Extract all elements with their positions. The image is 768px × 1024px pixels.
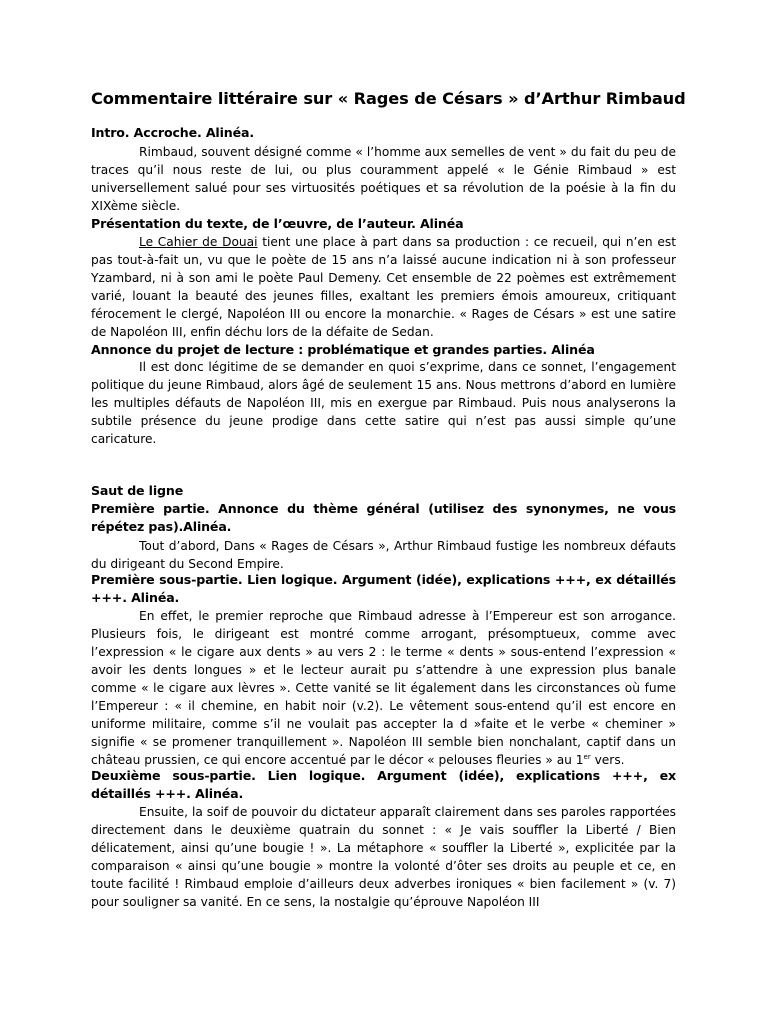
- souspartie1-body: En effet, le premier reproche que Rimbaud adresse à l’Empereur est son arrogance. Plusieurs fois, le dirigeant est montré comme arrogant, présomptueux, comme avec l’expression « le cigare aux dents » au vers 2 : le terme « dents » sous-entend l’expression « avoir les dents longues » et le lecteur aurait pu s’attendre à une expression plus banale comme « le cigare aux lèvres ». Cette vanité se lit également dans les circonstances où fume l’Empereur : « il chemine, en habit noir (v.2). Le vêtement sous-entend qu’il est encore en uniforme militaire, comme s’il ne voulait pas accepter la d »faite et le verbe « cheminer » signifie « se promener tranquillement ». Napoléon III semble bien nonchalant, captif dans un château prussien, ce qui encore accentué par le décor « pelouses fleuries » au 1: [91, 609, 676, 767]
- book-title: Le Cahier de Douai: [139, 235, 258, 249]
- ordinal-superscript: er: [583, 752, 591, 761]
- partie1-paragraph: [91, 537, 676, 573]
- annonce-paragraph: [91, 358, 676, 448]
- annonce-heading: Annonce du projet de lecture : problématique et grandes parties. Alinéa: [91, 342, 595, 357]
- souspartie1-end: vers.: [590, 753, 625, 767]
- intro-text: Rimbaud, souvent désigné comme « l’homme aux semelles de vent » du fait du peu de traces qu’il nous reste de lui, ou plus couramment appelé « le Génie Rimbaud » est universellement salué pour ses virtuosités poétiques et sa révolution de la poésie à la fin du XIXème siècle.: [91, 145, 676, 213]
- annonce-text: Il est donc légitime de se demander en quoi s’exprime, dans ce sonnet, l’engagement politique du jeune Rimbaud, alors âgé de seulement 15 ans. Nous mettrons d’abord en lumière les multiples défauts de Napoléon III, mis en exergue par Rimbaud. Puis nous analyserons la subtile présence du jeune prodige dans cette satire qui n’est pas aussi simple qu’une caricature.: [91, 360, 676, 446]
- souspartie1-text: [91, 607, 676, 769]
- presentation-paragraph: [91, 233, 676, 341]
- presentation-body: tient une place à part dans sa production : ce recueil, qui n’en est pas tout-à-fait un, vu que le poète de 15 ans n’a laissé aucune indication ni à son professeur Yzambard, ni à son ami le poète Paul Demeny. Cet ensemble de 22 poèmes est extrêmement varié, louant la beauté des jeunes filles, exaltant les premiers émois amoureux, critiquant férocement le clergé, Napoléon III ou encore la monarchie. « Rages de Césars » est une satire de Napoléon III, enfin déchu lors de la défaite de Sedan.: [91, 235, 676, 339]
- souspartie2-heading: Deuxième sous-partie. Lien logique. Argument (idée), explications +++, ex détaillés +++. Alinéa.: [91, 768, 676, 801]
- presentation-heading: Présentation du texte, de l’œuvre, de l’auteur. Alinéa: [91, 216, 464, 231]
- souspartie2-text: Ensuite, la soif de pouvoir du dictateur apparaît clairement dans ses paroles rapportées directement dans le deuxième quatrain du sonnet : « Je vais souffler la Liberté / Bien délicatement, ainsi qu’une bougie ! ». La métaphore « souffler la Liberté », explicitée par la comparaison « ainsi qu’une bougie » montre la volonté d’ôter ses droits au peuple et ce, en toute facilité ! Rimbaud emploie d’ailleurs deux adverbes ironiques « bien facilement » (v. 7) pour souligner sa vanité. En ce sens, la nostalgie qu’éprouve Napoléon III: [91, 805, 676, 909]
- partie1-heading: Première partie. Annonce du thème général (utilisez des synonymes, ne vous répétez pas).Alinéa.: [91, 501, 676, 534]
- saut-heading: Saut de ligne: [91, 483, 184, 498]
- partie1-text: Tout d’abord, Dans « Rages de Césars », Arthur Rimbaud fustige les nombreux défauts du dirigeant du Second Empire.: [91, 539, 676, 571]
- souspartie2-paragraph: [91, 803, 676, 911]
- document-title: Commentaire littéraire sur « Rages de Césars » d’Arthur Rimbaud: [91, 89, 686, 108]
- souspartie1-paragraph: [91, 607, 676, 769]
- intro-heading: Intro. Accroche. Alinéa.: [91, 125, 254, 140]
- souspartie1-heading: Première sous-partie. Lien logique. Argument (idée), explications +++, ex détaillés +++. Alinéa.: [91, 572, 676, 605]
- intro-paragraph: [91, 143, 676, 215]
- presentation-text: [91, 233, 676, 341]
